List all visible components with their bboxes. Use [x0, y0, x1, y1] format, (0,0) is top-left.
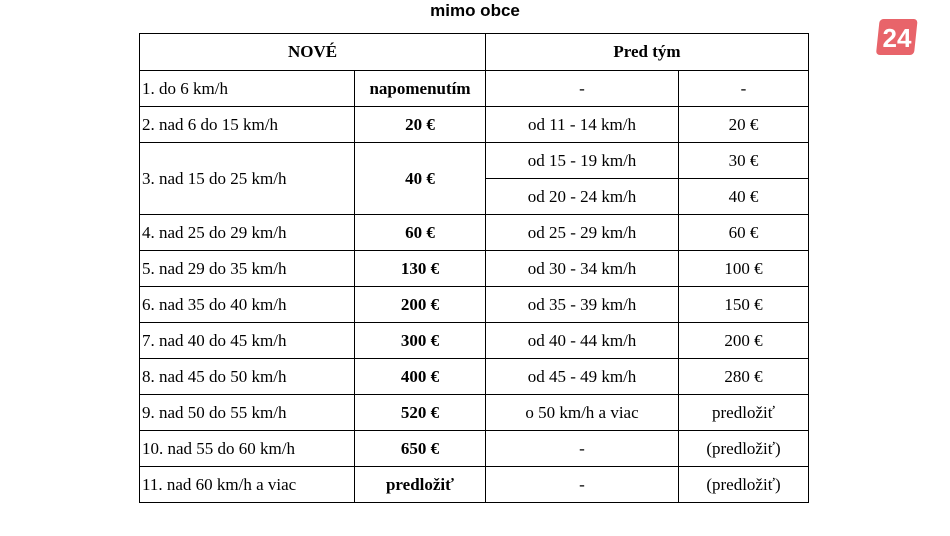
table-row	[140, 215, 809, 251]
logo-text: 24	[882, 23, 912, 53]
old-range-cell: -	[486, 431, 679, 467]
fines-table	[139, 33, 809, 503]
old-fine-cell: 280 €	[679, 359, 809, 395]
range-cell: 2. nad 6 do 15 km/h	[140, 107, 355, 143]
old-fine-cell: 30 €	[679, 143, 809, 179]
page-title: mimo obce	[430, 1, 520, 20]
fine-cell: 60 €	[355, 215, 486, 251]
old-fine-cell: 200 €	[679, 323, 809, 359]
fine-cell: 650 €	[355, 431, 486, 467]
fine-cell: predložiť	[355, 467, 486, 503]
site-24-logo	[872, 16, 918, 58]
table-row	[140, 395, 809, 431]
table-row	[140, 71, 809, 107]
old-range-cell: od 40 - 44 km/h	[486, 323, 679, 359]
old-fine-cell: 40 €	[679, 179, 809, 215]
old-range-cell: od 15 - 19 km/h	[486, 143, 679, 179]
table-row	[140, 359, 809, 395]
old-range-cell: od 30 - 34 km/h	[486, 251, 679, 287]
old-fine-cell: (predložiť)	[679, 431, 809, 467]
range-cell: 3. nad 15 do 25 km/h	[140, 143, 355, 215]
fine-cell: 20 €	[355, 107, 486, 143]
range-cell: 5. nad 29 do 35 km/h	[140, 251, 355, 287]
fine-cell: napomenutím	[355, 71, 486, 107]
range-cell: 6. nad 35 do 40 km/h	[140, 287, 355, 323]
old-fine-cell: (predložiť)	[679, 467, 809, 503]
old-range-cell: od 25 - 29 km/h	[486, 215, 679, 251]
header-new: NOVÉ	[140, 34, 486, 71]
fine-cell: 40 €	[355, 143, 486, 215]
old-range-cell: o 50 km/h a viac	[486, 395, 679, 431]
table-row	[140, 143, 809, 179]
old-range-cell: od 20 - 24 km/h	[486, 179, 679, 215]
old-fine-cell: 150 €	[679, 287, 809, 323]
old-fine-cell: 60 €	[679, 215, 809, 251]
header-before: Pred tým	[486, 34, 809, 71]
table-row	[140, 107, 809, 143]
fine-cell: 520 €	[355, 395, 486, 431]
table-row	[140, 287, 809, 323]
range-cell: 8. nad 45 do 50 km/h	[140, 359, 355, 395]
range-cell: 1. do 6 km/h	[140, 71, 355, 107]
range-cell: 10. nad 55 do 60 km/h	[140, 431, 355, 467]
fine-cell: 400 €	[355, 359, 486, 395]
table-row	[140, 431, 809, 467]
table-header-row	[140, 34, 809, 71]
old-range-cell: -	[486, 71, 679, 107]
old-range-cell: od 35 - 39 km/h	[486, 287, 679, 323]
range-cell: 11. nad 60 km/h a viac	[140, 467, 355, 503]
range-cell: 4. nad 25 do 29 km/h	[140, 215, 355, 251]
table-row	[140, 467, 809, 503]
fine-cell: 200 €	[355, 287, 486, 323]
old-range-cell: -	[486, 467, 679, 503]
table-row	[140, 251, 809, 287]
old-fine-cell: predložiť	[679, 395, 809, 431]
old-fine-cell: 100 €	[679, 251, 809, 287]
range-cell: 7. nad 40 do 45 km/h	[140, 323, 355, 359]
table-row	[140, 323, 809, 359]
fine-cell: 130 €	[355, 251, 486, 287]
old-range-cell: od 11 - 14 km/h	[486, 107, 679, 143]
old-fine-cell: -	[679, 71, 809, 107]
old-fine-cell: 20 €	[679, 107, 809, 143]
old-range-cell: od 45 - 49 km/h	[486, 359, 679, 395]
range-cell: 9. nad 50 do 55 km/h	[140, 395, 355, 431]
fine-cell: 300 €	[355, 323, 486, 359]
